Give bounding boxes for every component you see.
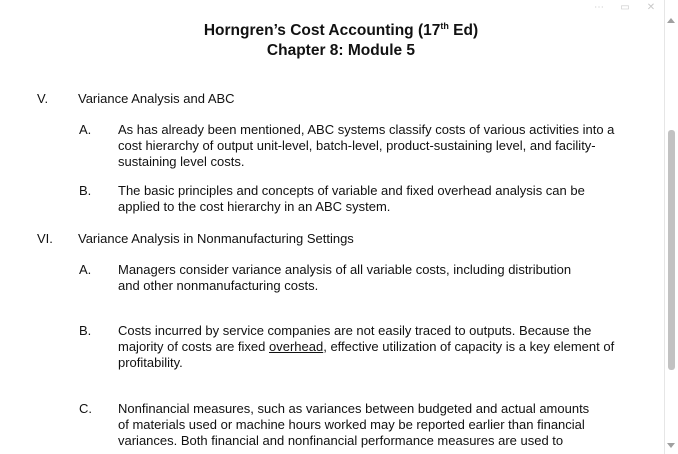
overhead-link[interactable]: overhead (269, 339, 324, 354)
item-letter: B. (79, 323, 92, 338)
section-number: VI. (37, 231, 53, 246)
item-text: The basic principles and concepts of variable and fixed overhead analysis can be applied to the cost hierarchy in an ABC system. (118, 183, 585, 214)
ellipsis-icon[interactable]: ⋯ (594, 2, 604, 13)
restore-icon[interactable]: ▭ (620, 2, 630, 13)
item-letter: B. (79, 183, 92, 198)
section-title: Variance Analysis in Nonmanufacturing Settings (78, 231, 354, 246)
section-title: Variance Analysis and ABC (78, 91, 235, 106)
scroll-down-arrow-icon[interactable] (667, 443, 675, 448)
scroll-up-arrow-icon[interactable] (667, 18, 675, 23)
item-letter: A. (79, 122, 92, 137)
window-controls (593, 3, 657, 13)
document-subtitle: Chapter 8: Module 5 (266, 42, 416, 59)
document-title: Horngren’s Cost Accounting (17th Ed) (203, 21, 479, 39)
item-text: Nonfinancial measures, such as variances between budgeted and actual amounts of materials used or machine hours worked may be reported earlier than financial variances. Both financial and nonfinancial performance measures are used to (118, 401, 590, 448)
close-icon[interactable]: ✕ (646, 2, 656, 13)
item-text: As has already been mentioned, ABC systems classify costs of various activities into a cost hierarchy of output unit-level, batch-level, product-sustaining level, and facility- sustaining level costs. (118, 122, 615, 169)
scroll-thumb[interactable] (668, 130, 675, 370)
section-number: V. (37, 91, 49, 106)
item-letter: A. (79, 262, 92, 277)
vertical-scrollbar[interactable] (664, 0, 678, 454)
item-text: Managers consider variance analysis of all variable costs, including distribution and other nonmanufacturing costs. (118, 262, 572, 293)
item-letter: C. (79, 401, 92, 416)
item-text: Costs incurred by service companies are not easily traced to outputs. Because the majority of costs are fixed overhead, effective utilization of capacity is a key element of profitability. (118, 323, 615, 370)
